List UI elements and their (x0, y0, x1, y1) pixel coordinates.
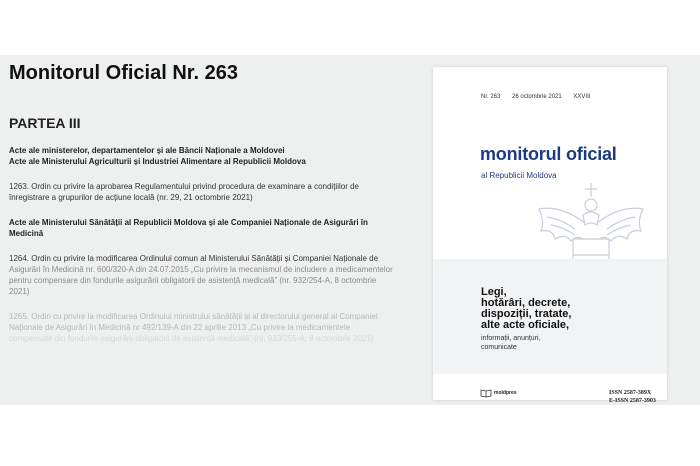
entry-line: 1264. Ordin cu privire la modificarea Ordinului comun al Ministerului Sănătății și Companiei Naționale de (9, 254, 379, 263)
cover-band-line: alte acte oficiale, (481, 319, 570, 331)
cover-band-sub-line: informații, anunțuri, (481, 335, 541, 342)
cover-issue-meta (481, 94, 600, 100)
cover-band-line: hotărâri, decrete, (481, 297, 571, 309)
entry-line: Naționale de Asigurări în Medicină nr 492/139-A din 22 aprilie 2013 „Cu privire la medicamentele (9, 323, 351, 332)
entry-line: compensate din fondurile asigurării obligatorii de asistență medicală” (nr. 933/255-A, 8 octombrie 2021) (9, 334, 374, 343)
publisher-name: moldpres (494, 390, 517, 396)
magazine-cover (433, 67, 667, 404)
entry-line: 1263. Ordin cu privire la aprobarea Regulamentului privind procedura de examinare a condițiilor de (9, 182, 359, 191)
entry-1265[interactable] (9, 311, 414, 344)
cover-band-title (481, 287, 631, 331)
cover-issue-number: Nr. 263 (481, 94, 501, 100)
entry-line: înregistrare a grupurilor de acțiune locală (nr. 29, 21 octombrie 2021) (9, 193, 253, 202)
cover-subtitle: al Republicii Moldova (481, 171, 557, 180)
section-heading-line: Medicină (9, 229, 44, 238)
table-of-contents (9, 115, 414, 358)
section-heading-line: Acte ale Ministerului Sănătății al Republicii Moldova și ale Companiei Naționale de Asigurări în (9, 218, 368, 227)
cover-title: monitorul oficial (480, 144, 617, 164)
part-heading: PARTEA III (9, 115, 81, 131)
issn-print: ISSN 2587-389X (609, 390, 652, 396)
cover-issue-date: 26 octombrie 2021 (512, 94, 562, 100)
entry-line: pentru compensare din fondurile asigurării obligatorii de asistență medicală” (nr. 932/254-A, 8 octombrie (9, 276, 377, 285)
publisher-logo (480, 389, 517, 397)
entry-line: 2021) (9, 287, 30, 296)
cover-band-sub-line: comunicate (481, 344, 517, 351)
section-heading-ministries (9, 145, 414, 167)
cover-volume: XXVIII (573, 94, 591, 100)
issn-electronic: E-ISSN 2587-3903 (609, 398, 656, 404)
cover-band-line: dispoziții, tratate, (481, 308, 572, 320)
entry-1264[interactable] (9, 253, 414, 297)
cover-band-line: Legi, (481, 286, 507, 298)
section-heading-line: Acte ale ministerelor, departamentelor și ale Băncii Naționale a Moldovei (9, 146, 285, 155)
entry-line: Asigurări în Medicină nr. 600/320-A din 24.07.2015 „Cu privire la mecanismul de includere a medicamentelor (9, 265, 393, 274)
book-icon (480, 389, 492, 397)
entry-1263[interactable] (9, 181, 414, 203)
page-title: Monitorul Oficial Nr. 263 (9, 62, 238, 84)
cover-content-band (433, 259, 667, 374)
cover-band-subtitle (481, 334, 631, 352)
entry-line: 1265. Ordin cu privire la modificarea Ordinului ministrului sănătății și al directorului general al Companiei (9, 312, 378, 321)
cover-issn (609, 389, 656, 405)
section-heading-line: Acte ale Ministerului Agriculturii și Industriei Alimentare al Republicii Moldova (9, 157, 306, 166)
section-heading-health (9, 217, 414, 239)
